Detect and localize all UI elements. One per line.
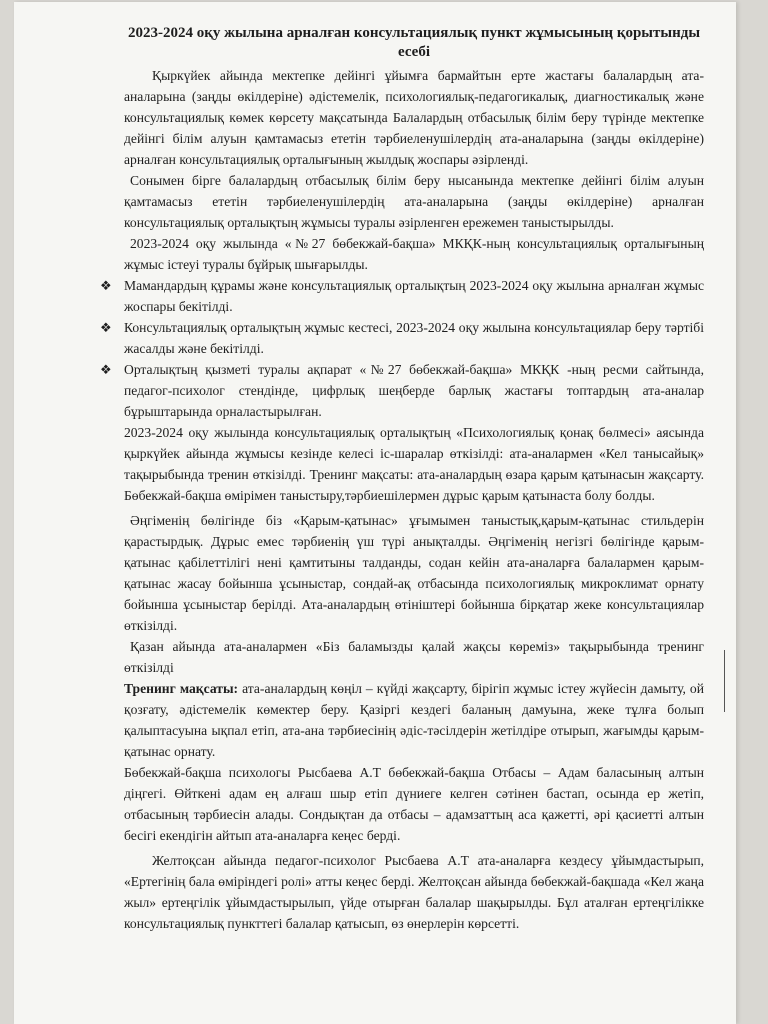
list-item — [100, 275, 704, 317]
bullet-text: Мамандардың құрамы және консультациялық орталықтың 2023-2024 оқу жылына арналған жұмыс жоспары бекітілді. — [124, 278, 704, 314]
bullet-list — [100, 275, 704, 422]
training-goal-label: Тренинг мақсаты: — [124, 681, 239, 696]
list-item — [100, 317, 704, 359]
diamond-bullet-icon: ❖ — [100, 278, 112, 293]
document-title: 2023-2024 оқу жылына арналған консультациялық пункт жұмысының қорытынды есебі — [127, 25, 701, 60]
paragraph-regulation: Сонымен бірге балалардың отбасылық білім беру нысанында мектепке дейінгі білім алуын қамтамасыз ететін тәрбиеленушілердің ата-аналарына (заңды өкілдеріне) арналған консультациялық орталықтың жұмысы туралы әзірленген ережемен таныстырылды. — [124, 173, 704, 230]
bullet-text: Консультациялық орталықтың жұмыс кестесі, 2023-2024 оқу жылына консультациялар беру тәртібі жасалды және бекітілді. — [124, 320, 704, 356]
paragraph-training-goal — [124, 678, 704, 762]
paragraph-september-events: 2023-2024 оқу жылында консультациялық орталықтың «Психологиялық қонақ бөлмесі» аясында қыркүйек айында жұмысы кезінде келесі іс-шаралар өткізілді: ата-аналармен «Кел танысайық» тақырыбында тренин өткізілді. Тренинг мақсаты: ата-аналардың өзара қарым қатынасын жақсарту. Бөбекжай-бақша өмірімен таныстыру,тәрбиешілермен дұрыс қарым қатынаста болу болды. — [124, 425, 704, 503]
paragraph-psychologist: Бөбекжай-бақша психологы Рысбаева А.Т бөбекжай-бақша Отбасы – Адам баласының алтын діңгегі. Өйткені адам ең алғаш шыр етіп дүниеге келген сәтінен бастап, осында ер жетіп, отбасының тәрбиесін алады. Сондықтан да отбасы – адамзаттың аса қажетті, әрі қасиетті алтын бесігі екендігін айтып ата-аналарға кеңес берді. — [124, 765, 704, 843]
margin-line — [724, 650, 725, 712]
paragraph-october-training: Қазан айында ата-аналармен «Біз баламызды қалай жақсы көреміз» тақырыбында тренинг өткізілді — [124, 639, 704, 675]
document-page — [14, 2, 736, 1024]
paragraph-annual-plan: Қыркүйек айында мектепке дейінгі ұйымға бармайтын ерте жастағы балалардың ата-аналарына (заңды өкілдеріне) әдістемелік, психологиялық-педагогикалық, диагностикалық және консультациялық көмек көрсету мақсатында Балалардың отбасылық білім беру түрінде мектепке дейінгі білім алуын қамтамасыз ететін тәрбиеленушілердің ата-аналарына (заңды өкілдеріне) арналған консультациялық орталығының жылдық жоспары әзірленді. — [124, 68, 704, 167]
diamond-bullet-icon: ❖ — [100, 362, 112, 377]
diamond-bullet-icon: ❖ — [100, 320, 112, 335]
paragraph-communication: Әңгіменің бөлігінде біз «Қарым-қатынас» ұғымымен таныстық,қарым-қатынас стильдерін қарастырдық. Дұрыс емес тәрбиенің үш түрі анықталды. Әңгіменің негізгі бөлігінде қарым-қатынас қабілеттілігі нені қамтитыны талданды, содан кейін ата-аналарға балалармен қарым-қатынас жасау бойынша ұсыныстар, сондай-ақ отбасында психологиялық микроклимат орнату бойынша ұсыныстар берілді. Ата-аналардың өтініштері бойынша бірқатар жеке консультациялар өткізілді. — [124, 513, 704, 633]
list-item — [100, 359, 704, 422]
training-goal-text: ата-аналардың көңіл – күйді жақсарту, бірігіп жұмыс істеу жүйесін дамыту, ой қозғату, әдістемелік көмектер беру. Қазіргі кездегі баланың дамуына, жеке тұлға болып қалыптасуына ықпал етіп, ата-ана тәрбиесінің әдіс-тәсілдерін жетілдіре отырып, жағымды қарым-қатынас орнату. — [124, 681, 704, 759]
bullet-text: Орталықтың қызметі туралы ақпарат «№27 бөбекжай-бақша» МКҚК -ның ресми сайтында, педагог-психолог стендінде, цифрлық шеңберде барлық жастағы топтардың ата-аналар бұрыштарында орналастырылған. — [124, 362, 704, 419]
paragraph-december: Желтоқсан айында педагог-психолог Рысбаева А.Т ата-аналарға кездесу ұйымдастырып, «Ертегінің бала өміріндегі ролі» атты кеңес берді. Желтоқсан айында бөбекжай-бақшада «Кел жаңа жыл» ертеңгілік ұйымдастырылып, үйде отырған балалар шақырылды. Бұл аталған ертеңгілікке консультациялық пункттегі балалар қатысып, өз өнерлерін көрсетті. — [124, 853, 704, 931]
document-body — [100, 24, 704, 934]
paragraph-order: 2023-2024 оқу жылында «№27 бөбекжай-бақша» МКҚК-ның консультациялық орталығының жұмыс істеуі туралы бұйрық шығарылды. — [124, 236, 704, 272]
